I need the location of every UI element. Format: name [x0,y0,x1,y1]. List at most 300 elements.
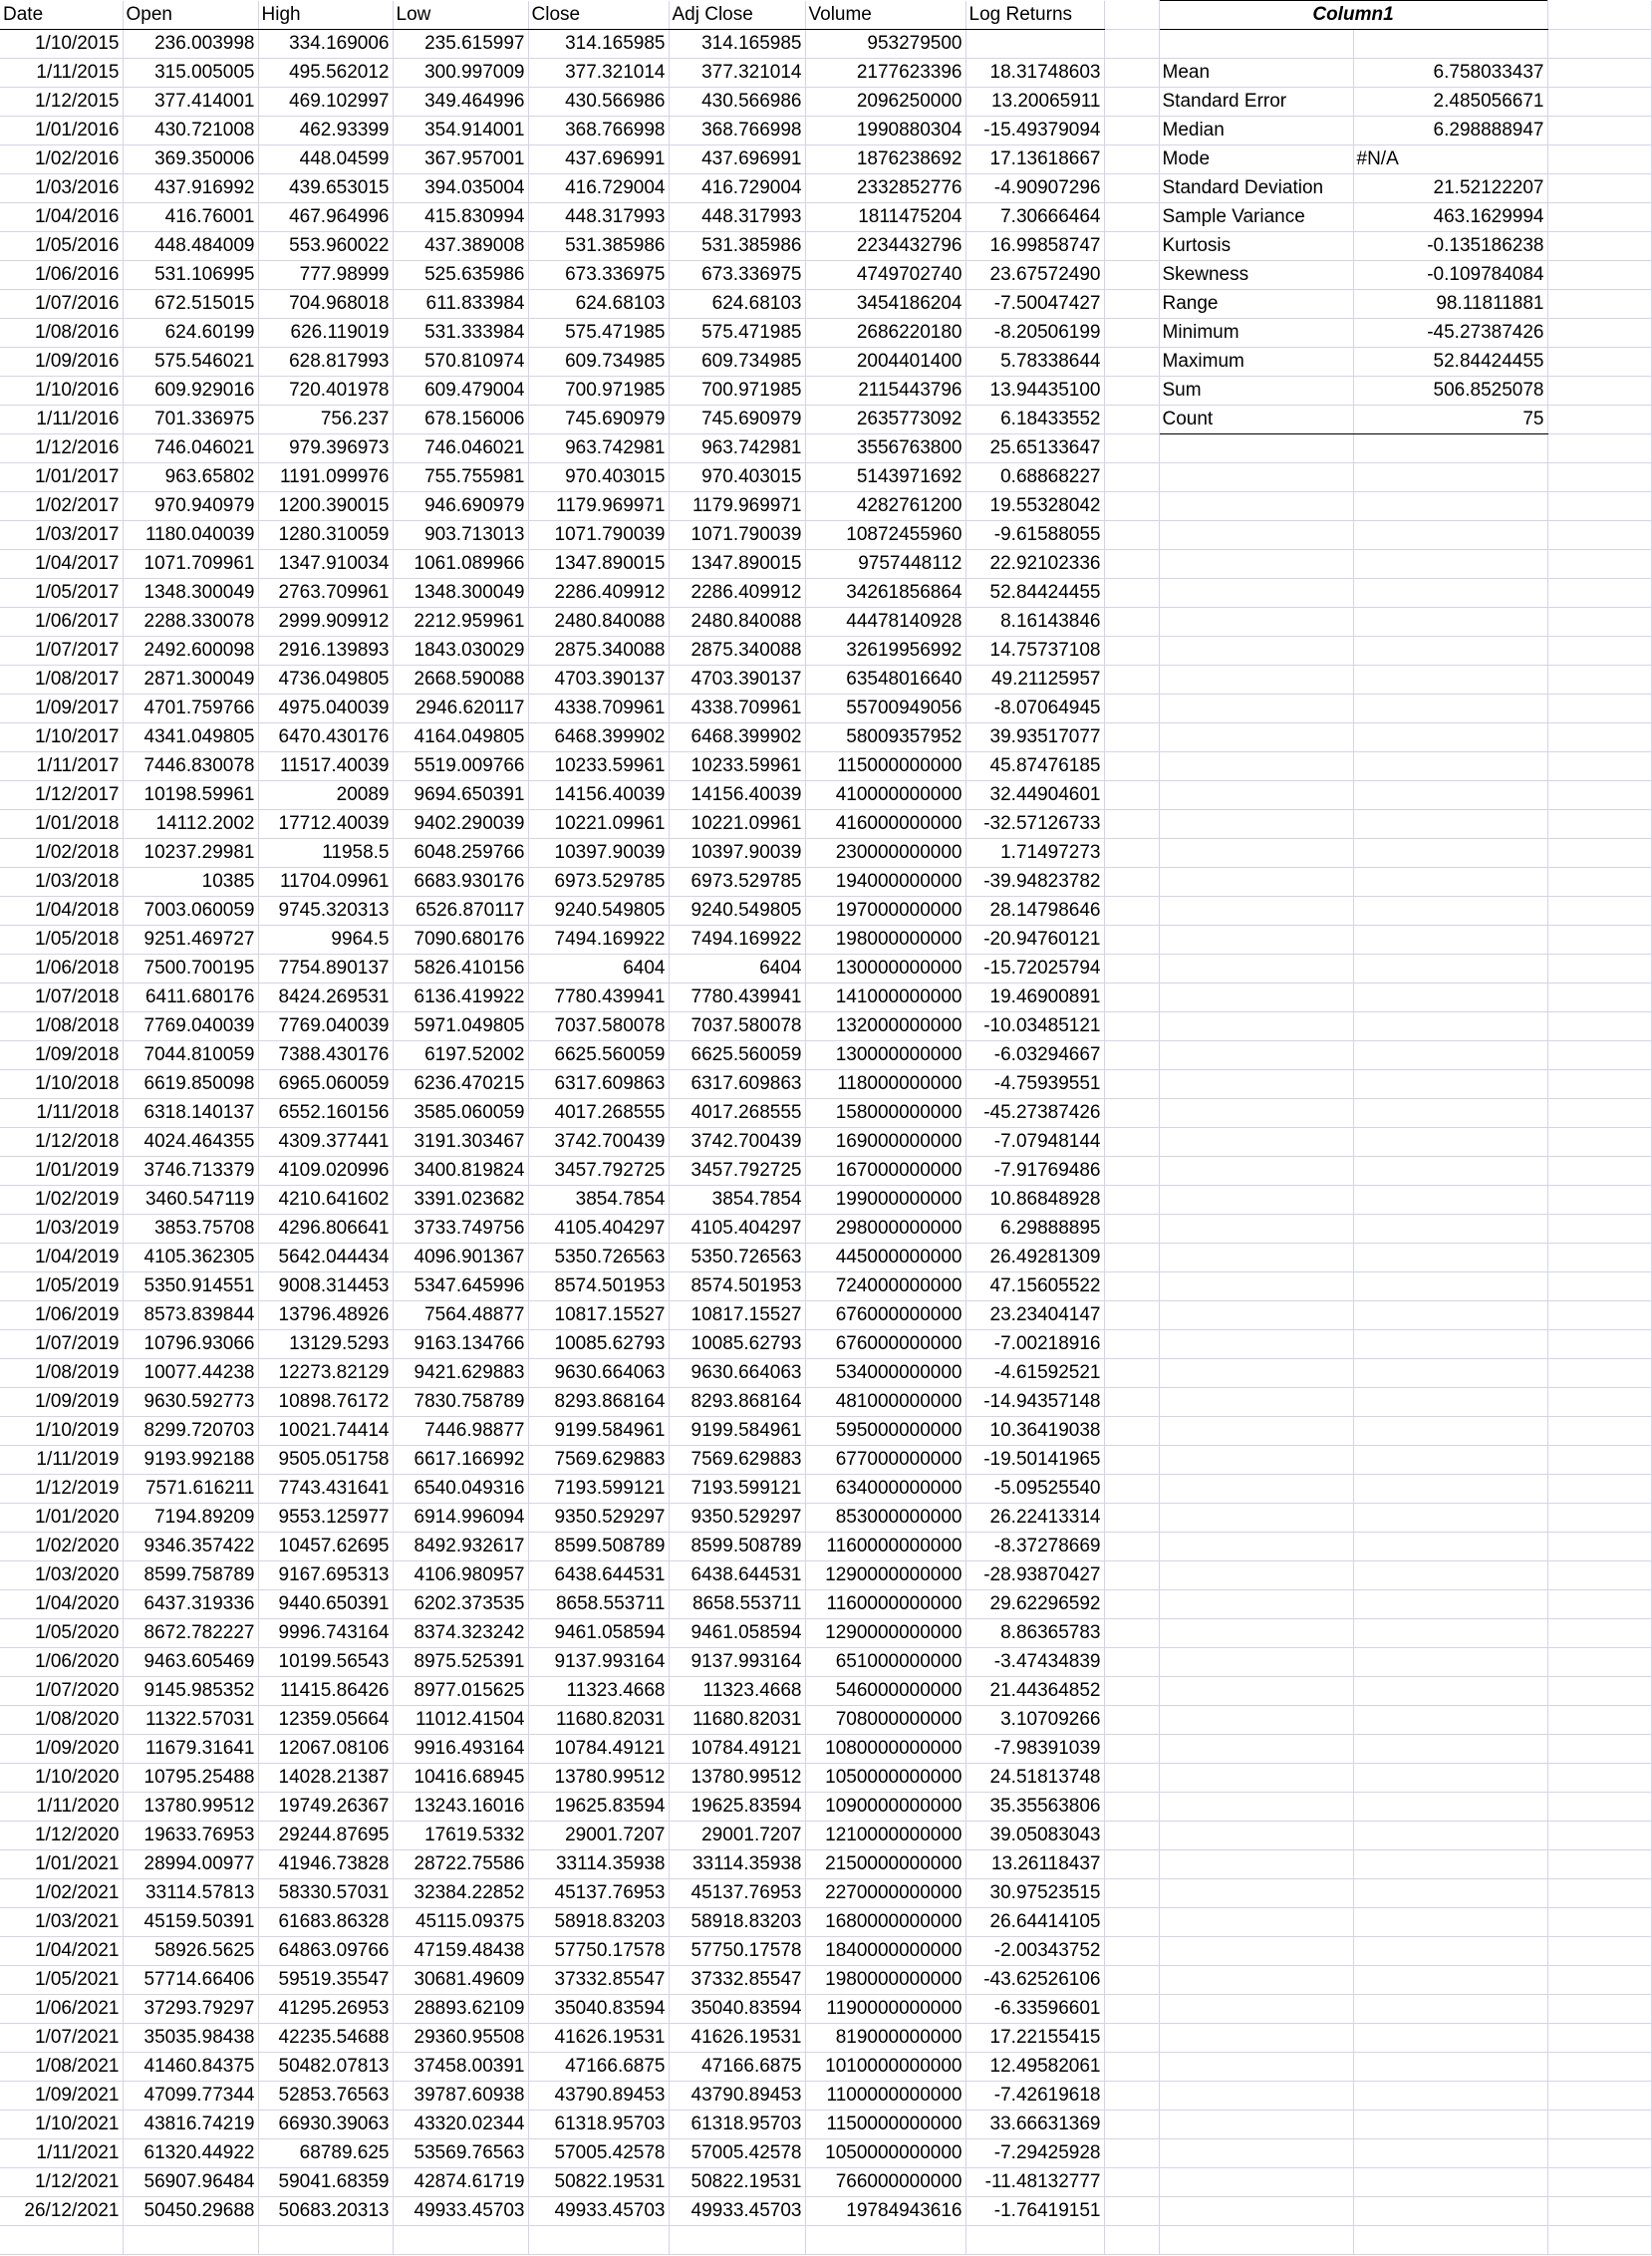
data-cell[interactable]: 531.333984 [393,319,528,348]
data-cell[interactable]: 10198.59961 [123,781,258,810]
empty-cell[interactable] [1547,1908,1651,1937]
empty-cell[interactable] [1547,1822,1651,1850]
empty-cell[interactable] [1353,492,1547,521]
data-cell[interactable]: 9137.993164 [669,1648,805,1677]
empty-cell[interactable] [1159,608,1353,637]
data-cell[interactable]: 531.106995 [123,261,258,290]
empty-cell[interactable] [1353,723,1547,752]
data-cell[interactable]: 9350.529297 [669,1504,805,1533]
data-cell[interactable]: 6197.52002 [393,1041,528,1070]
data-cell[interactable]: 35040.83594 [669,1995,805,2024]
data-cell[interactable]: 9630.664063 [528,1359,669,1388]
data-cell[interactable]: 3457.792725 [669,1157,805,1186]
data-cell[interactable]: 1290000000000 [805,1619,965,1648]
data-cell[interactable]: 9964.5 [258,926,393,955]
empty-cell[interactable] [1547,1272,1651,1301]
empty-cell[interactable] [1547,88,1651,117]
stat-value[interactable]: -45.27387426 [1353,319,1547,348]
data-cell[interactable]: 14028.21387 [258,1764,393,1793]
empty-cell[interactable] [1159,810,1353,839]
empty-cell[interactable] [1104,1070,1159,1099]
empty-cell[interactable] [1353,1388,1547,1417]
empty-cell[interactable] [1353,868,1547,897]
empty-cell[interactable] [1104,695,1159,723]
data-cell[interactable]: 1100000000000 [805,2082,965,2111]
empty-cell[interactable] [1104,1388,1159,1417]
data-cell[interactable]: 673.336975 [669,261,805,290]
empty-cell[interactable] [1159,1128,1353,1157]
data-cell[interactable]: 9402.290039 [393,810,528,839]
empty-cell[interactable] [1547,723,1651,752]
data-cell[interactable]: 11680.82031 [669,1706,805,1735]
data-cell[interactable]: 369.350006 [123,145,258,174]
empty-cell[interactable] [1104,579,1159,608]
data-cell[interactable]: 130000000000 [805,955,965,984]
empty-cell[interactable] [1104,492,1159,521]
data-cell[interactable]: 903.713013 [393,521,528,550]
empty-cell[interactable] [1159,1244,1353,1272]
data-cell[interactable]: 481000000000 [805,1388,965,1417]
empty-cell[interactable] [1547,810,1651,839]
data-cell[interactable]: 50482.07813 [258,2053,393,2082]
empty-cell[interactable] [1104,608,1159,637]
empty-cell[interactable] [1547,839,1651,868]
data-cell[interactable]: 1347.890015 [669,550,805,579]
empty-cell[interactable] [1547,30,1651,59]
data-cell[interactable]: 9996.743164 [258,1619,393,1648]
stat-value[interactable]: 52.84424455 [1353,348,1547,377]
data-cell[interactable]: 7769.040039 [258,1012,393,1041]
empty-cell[interactable] [1353,2053,1547,2082]
data-cell[interactable]: 525.635986 [393,261,528,290]
data-cell[interactable]: 44478140928 [805,608,965,637]
data-cell[interactable]: 34261856864 [805,579,965,608]
empty-cell[interactable] [1547,1735,1651,1764]
data-cell[interactable]: 47.15605522 [965,1272,1104,1301]
data-cell[interactable]: 13780.99512 [528,1764,669,1793]
data-cell[interactable]: 315.005005 [123,59,258,88]
data-cell[interactable]: 575.471985 [528,319,669,348]
data-cell[interactable]: 19625.83594 [528,1793,669,1822]
empty-cell[interactable] [1159,1215,1353,1244]
data-cell[interactable]: 1347.890015 [528,550,669,579]
empty-cell[interactable] [393,2226,528,2255]
data-cell[interactable]: 6.18433552 [965,406,1104,434]
data-cell[interactable]: 9505.051758 [258,1446,393,1475]
data-cell[interactable]: 12067.08106 [258,1735,393,1764]
data-cell[interactable]: 41626.19531 [528,2024,669,2053]
data-cell[interactable]: 5347.645996 [393,1272,528,1301]
data-cell[interactable]: 2480.840088 [669,608,805,637]
date-cell[interactable]: 1/04/2021 [0,1937,123,1966]
data-cell[interactable]: 50822.19531 [528,2168,669,2197]
empty-cell[interactable] [1159,1648,1353,1677]
data-cell[interactable]: 1290000000000 [805,1561,965,1590]
data-cell[interactable]: 11680.82031 [528,1706,669,1735]
column-header[interactable]: Date [0,1,123,30]
data-cell[interactable]: 300.997009 [393,59,528,88]
empty-cell[interactable] [1547,1012,1651,1041]
data-cell[interactable]: 746.046021 [393,434,528,463]
data-cell[interactable]: 6437.319336 [123,1590,258,1619]
data-cell[interactable]: 6404 [669,955,805,984]
data-cell[interactable]: 448.484009 [123,232,258,261]
empty-cell[interactable] [1547,984,1651,1012]
data-cell[interactable]: 10796.93066 [123,1330,258,1359]
data-cell[interactable]: 10397.90039 [528,839,669,868]
date-cell[interactable]: 1/05/2020 [0,1619,123,1648]
empty-cell[interactable] [1104,723,1159,752]
data-cell[interactable]: 9145.985352 [123,1677,258,1706]
date-cell[interactable]: 1/09/2017 [0,695,123,723]
empty-cell[interactable] [1104,1850,1159,1879]
data-cell[interactable]: 6619.850098 [123,1070,258,1099]
data-cell[interactable]: 8492.932617 [393,1533,528,1561]
empty-cell[interactable] [1353,781,1547,810]
empty-cell[interactable] [1104,1648,1159,1677]
data-cell[interactable]: 445000000000 [805,1244,965,1272]
empty-cell[interactable] [1159,868,1353,897]
empty-cell[interactable] [1104,666,1159,695]
data-cell[interactable]: 11323.4668 [528,1677,669,1706]
data-cell[interactable]: 4975.040039 [258,695,393,723]
empty-cell[interactable] [1104,1041,1159,1070]
empty-cell[interactable] [1104,1822,1159,1850]
data-cell[interactable]: 33114.35938 [669,1850,805,1879]
data-cell[interactable]: 4296.806641 [258,1215,393,1244]
data-cell[interactable]: 2946.620117 [393,695,528,723]
date-cell[interactable]: 1/12/2016 [0,434,123,463]
data-cell[interactable]: 29244.87695 [258,1822,393,1850]
empty-cell[interactable] [1547,463,1651,492]
empty-cell[interactable] [1104,1099,1159,1128]
empty-cell[interactable] [1159,1186,1353,1215]
data-cell[interactable]: 37332.85547 [669,1966,805,1995]
date-cell[interactable]: 1/10/2017 [0,723,123,752]
data-cell[interactable]: 45159.50391 [123,1908,258,1937]
data-cell[interactable]: 11012.41504 [393,1706,528,1735]
data-cell[interactable]: 9163.134766 [393,1330,528,1359]
data-cell[interactable]: -8.20506199 [965,319,1104,348]
date-cell[interactable]: 1/04/2016 [0,203,123,232]
date-cell[interactable]: 1/07/2018 [0,984,123,1012]
data-cell[interactable]: 6625.560059 [669,1041,805,1070]
empty-cell[interactable] [1547,1099,1651,1128]
data-cell[interactable]: 10.86848928 [965,1186,1104,1215]
empty-cell[interactable] [1104,926,1159,955]
data-cell[interactable]: 32384.22852 [393,1879,528,1908]
empty-cell[interactable] [1159,1330,1353,1359]
date-cell[interactable]: 1/07/2017 [0,637,123,666]
empty-cell[interactable] [1159,1937,1353,1966]
data-cell[interactable]: 531.385986 [669,232,805,261]
stat-label[interactable]: Mean [1159,59,1353,88]
empty-cell[interactable] [1547,1359,1651,1388]
data-cell[interactable]: 10385 [123,868,258,897]
empty-cell[interactable] [1353,2226,1547,2255]
data-cell[interactable]: 28722.75586 [393,1850,528,1879]
data-cell[interactable]: 437.696991 [669,145,805,174]
date-cell[interactable]: 1/03/2020 [0,1561,123,1590]
date-cell[interactable]: 1/08/2018 [0,1012,123,1041]
empty-cell[interactable] [1547,348,1651,377]
data-cell[interactable]: 672.515015 [123,290,258,319]
empty-cell[interactable] [1104,117,1159,145]
data-cell[interactable]: 6683.930176 [393,868,528,897]
empty-cell[interactable] [1353,463,1547,492]
data-cell[interactable]: 756.237 [258,406,393,434]
date-cell[interactable]: 1/01/2019 [0,1157,123,1186]
empty-cell[interactable] [1104,1012,1159,1041]
data-cell[interactable]: 354.914001 [393,117,528,145]
empty-cell[interactable] [528,2226,669,2255]
empty-cell[interactable] [1547,2111,1651,2139]
data-cell[interactable]: 1348.300049 [123,579,258,608]
data-cell[interactable]: 10817.15527 [669,1301,805,1330]
data-cell[interactable]: 10077.44238 [123,1359,258,1388]
empty-cell[interactable] [1104,1764,1159,1793]
date-cell[interactable]: 1/12/2021 [0,2168,123,2197]
data-cell[interactable]: 6914.996094 [393,1504,528,1533]
data-cell[interactable]: 2999.909912 [258,608,393,637]
empty-cell[interactable] [1104,521,1159,550]
data-cell[interactable]: -3.47434839 [965,1648,1104,1677]
empty-cell[interactable] [1547,1590,1651,1619]
empty-cell[interactable] [1159,492,1353,521]
empty-cell[interactable] [1547,2139,1651,2168]
data-cell[interactable]: -45.27387426 [965,1099,1104,1128]
data-cell[interactable]: 8574.501953 [669,1272,805,1301]
empty-cell[interactable] [1353,695,1547,723]
empty-cell[interactable] [1547,897,1651,926]
data-cell[interactable]: 377.321014 [528,59,669,88]
data-cell[interactable]: 430.566986 [669,88,805,117]
data-cell[interactable]: 14156.40039 [528,781,669,810]
data-cell[interactable]: 8599.508789 [669,1533,805,1561]
data-cell[interactable]: 755.755981 [393,463,528,492]
stat-value[interactable]: 463.1629994 [1353,203,1547,232]
data-cell[interactable]: 5642.044434 [258,1244,393,1272]
data-cell[interactable]: 1010000000000 [805,2053,965,2082]
empty-cell[interactable] [1104,1128,1159,1157]
empty-cell[interactable] [1547,261,1651,290]
data-cell[interactable]: 1843.030029 [393,637,528,666]
data-cell[interactable]: 970.940979 [123,492,258,521]
data-cell[interactable]: 677000000000 [805,1446,965,1475]
data-cell[interactable]: 29.62296592 [965,1590,1104,1619]
data-cell[interactable]: 7569.629883 [669,1446,805,1475]
empty-cell[interactable] [1353,2024,1547,2053]
data-cell[interactable]: -6.03294667 [965,1041,1104,1070]
data-cell[interactable]: 7571.616211 [123,1475,258,1504]
data-cell[interactable]: 61683.86328 [258,1908,393,1937]
data-cell[interactable]: 1071.709961 [123,550,258,579]
data-cell[interactable]: 570.810974 [393,348,528,377]
data-cell[interactable]: 5.78338644 [965,348,1104,377]
data-cell[interactable]: 3391.023682 [393,1186,528,1215]
data-cell[interactable]: 10784.49121 [528,1735,669,1764]
data-cell[interactable]: 4703.390137 [669,666,805,695]
data-cell[interactable]: 626.119019 [258,319,393,348]
data-cell[interactable]: 14.75737108 [965,637,1104,666]
empty-cell[interactable] [1104,897,1159,926]
data-cell[interactable]: 9350.529297 [528,1504,669,1533]
data-cell[interactable]: 9240.549805 [669,897,805,926]
data-cell[interactable]: 7564.48877 [393,1301,528,1330]
data-cell[interactable]: 700.971985 [528,377,669,406]
data-cell[interactable]: 3746.713379 [123,1157,258,1186]
data-cell[interactable]: 9916.493164 [393,1735,528,1764]
empty-cell[interactable] [1353,1937,1547,1966]
data-cell[interactable]: 32.44904601 [965,781,1104,810]
data-cell[interactable]: 5350.726563 [528,1244,669,1272]
empty-cell[interactable] [1547,492,1651,521]
date-cell[interactable]: 1/12/2015 [0,88,123,117]
data-cell[interactable]: 1150000000000 [805,2111,965,2139]
data-cell[interactable]: 349.464996 [393,88,528,117]
data-cell[interactable]: 5971.049805 [393,1012,528,1041]
data-cell[interactable]: 3742.700439 [669,1128,805,1157]
empty-cell[interactable] [1104,2111,1159,2139]
stat-label[interactable]: Maximum [1159,348,1353,377]
empty-cell[interactable] [1353,1099,1547,1128]
data-cell[interactable]: 61318.95703 [528,2111,669,2139]
data-cell[interactable]: 22.92102336 [965,550,1104,579]
empty-cell[interactable] [1159,1359,1353,1388]
empty-cell[interactable] [1104,463,1159,492]
data-cell[interactable]: 1876238692 [805,145,965,174]
data-cell[interactable]: 47166.6875 [669,2053,805,2082]
data-cell[interactable]: 3853.75708 [123,1215,258,1244]
column-header[interactable]: Open [123,1,258,30]
data-cell[interactable]: 19749.26367 [258,1793,393,1822]
empty-cell[interactable] [1104,261,1159,290]
empty-cell[interactable] [1547,2082,1651,2111]
data-cell[interactable]: -4.75939551 [965,1070,1104,1099]
data-cell[interactable]: 7193.599121 [528,1475,669,1504]
date-cell[interactable]: 1/11/2018 [0,1099,123,1128]
data-cell[interactable]: 9167.695313 [258,1561,393,1590]
date-cell[interactable]: 1/12/2019 [0,1475,123,1504]
data-cell[interactable]: -8.07064945 [965,695,1104,723]
empty-cell[interactable] [1547,955,1651,984]
empty-cell[interactable] [1547,1446,1651,1475]
data-cell[interactable]: 819000000000 [805,2024,965,2053]
empty-cell[interactable] [1547,1301,1651,1330]
data-cell[interactable]: 199000000000 [805,1186,965,1215]
date-cell[interactable]: 1/05/2019 [0,1272,123,1301]
empty-cell[interactable] [1104,406,1159,434]
empty-cell[interactable] [1159,1533,1353,1561]
data-cell[interactable]: 4703.390137 [528,666,669,695]
date-cell[interactable]: 1/12/2017 [0,781,123,810]
data-cell[interactable]: 17.13618667 [965,145,1104,174]
empty-cell[interactable] [1159,897,1353,926]
data-cell[interactable]: 8293.868164 [528,1388,669,1417]
data-cell[interactable]: 6317.609863 [528,1070,669,1099]
data-cell[interactable]: 37293.79297 [123,1995,258,2024]
data-cell[interactable]: 7754.890137 [258,955,393,984]
data-cell[interactable]: 10397.90039 [669,839,805,868]
data-cell[interactable]: 5143971692 [805,463,965,492]
empty-cell[interactable] [1353,1012,1547,1041]
empty-cell[interactable] [1104,1475,1159,1504]
empty-cell[interactable] [1159,1793,1353,1822]
empty-cell[interactable] [1353,1677,1547,1706]
date-cell[interactable]: 1/06/2016 [0,261,123,290]
data-cell[interactable]: -20.94760121 [965,926,1104,955]
empty-cell[interactable] [1353,1504,1547,1533]
data-cell[interactable]: 416.76001 [123,203,258,232]
data-cell[interactable]: 21.44364852 [965,1677,1104,1706]
data-cell[interactable]: 368.766998 [528,117,669,145]
data-cell[interactable]: 1347.910034 [258,550,393,579]
empty-cell[interactable] [1159,1041,1353,1070]
empty-cell[interactable] [1353,1475,1547,1504]
empty-cell[interactable] [1104,868,1159,897]
data-cell[interactable]: 676000000000 [805,1301,965,1330]
data-cell[interactable]: 720.401978 [258,377,393,406]
data-cell[interactable]: 531.385986 [528,232,669,261]
empty-cell[interactable] [1547,59,1651,88]
data-cell[interactable]: 10021.74414 [258,1417,393,1446]
data-cell[interactable]: -7.42619618 [965,2082,1104,2111]
data-cell[interactable]: 52.84424455 [965,579,1104,608]
data-cell[interactable]: 3460.547119 [123,1186,258,1215]
data-cell[interactable]: 13.26118437 [965,1850,1104,1879]
empty-cell[interactable] [1547,868,1651,897]
data-cell[interactable]: 63548016640 [805,666,965,695]
empty-cell[interactable] [1104,1359,1159,1388]
data-cell[interactable]: 8.16143846 [965,608,1104,637]
data-cell[interactable]: -15.49379094 [965,117,1104,145]
empty-cell[interactable] [1159,2082,1353,2111]
stat-label[interactable]: Sample Variance [1159,203,1353,232]
empty-cell[interactable] [1104,30,1159,59]
empty-cell[interactable] [1159,1619,1353,1648]
data-cell[interactable]: 52853.76563 [258,2082,393,2111]
data-cell[interactable]: 2492.600098 [123,637,258,666]
data-cell[interactable]: 10457.62695 [258,1533,393,1561]
empty-cell[interactable] [1159,2111,1353,2139]
data-cell[interactable]: 10221.09961 [528,810,669,839]
data-cell[interactable]: 49933.45703 [528,2197,669,2226]
data-cell[interactable]: 26.49281309 [965,1244,1104,1272]
data-cell[interactable]: 1179.969971 [669,492,805,521]
data-cell[interactable]: 7446.98877 [393,1417,528,1446]
empty-cell[interactable] [1159,752,1353,781]
data-cell[interactable]: 953279500 [805,30,965,59]
data-cell[interactable]: 3585.060059 [393,1099,528,1128]
data-cell[interactable]: 17712.40039 [258,810,393,839]
data-cell[interactable]: 377.321014 [669,59,805,88]
data-cell[interactable]: 4210.641602 [258,1186,393,1215]
data-cell[interactable]: 6.29888895 [965,1215,1104,1244]
column-header[interactable]: Adj Close [669,1,805,30]
data-cell[interactable]: 57714.66406 [123,1966,258,1995]
data-cell[interactable]: 609.929016 [123,377,258,406]
column-header[interactable]: Low [393,1,528,30]
data-cell[interactable]: 11679.31641 [123,1735,258,1764]
empty-cell[interactable] [1104,2168,1159,2197]
data-cell[interactable]: 853000000000 [805,1504,965,1533]
data-cell[interactable]: 609.734985 [669,348,805,377]
data-cell[interactable]: 19.55328042 [965,492,1104,521]
empty-cell[interactable] [1104,637,1159,666]
data-cell[interactable]: 41460.84375 [123,2053,258,2082]
data-cell[interactable]: 1179.969971 [528,492,669,521]
empty-cell[interactable] [123,2226,258,2255]
